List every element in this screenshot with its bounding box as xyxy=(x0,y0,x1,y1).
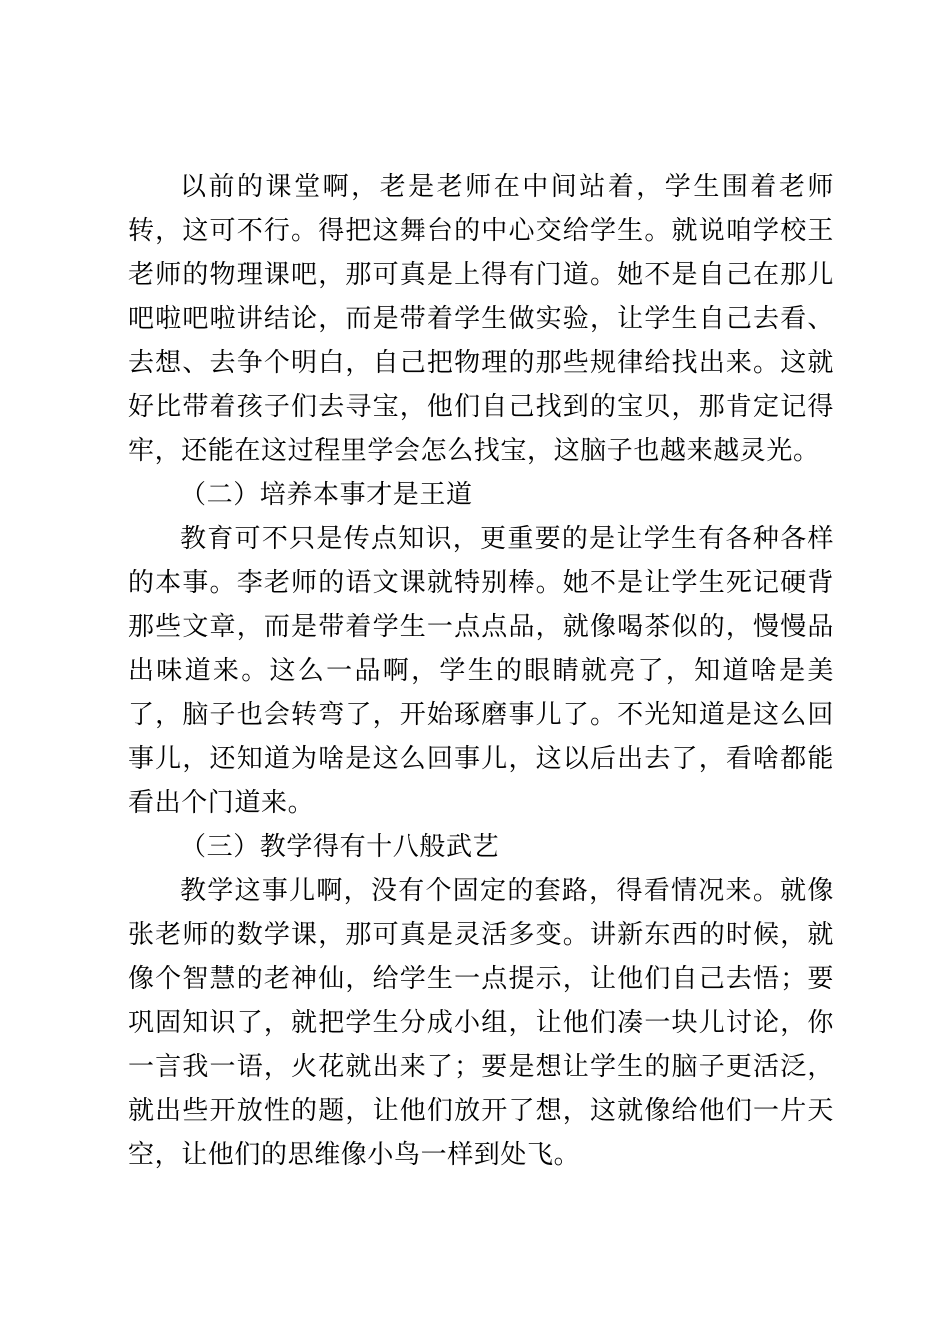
section-heading-2: （二）培养本事才是王道 xyxy=(180,480,473,510)
paragraph-cultivating-skills: 教育可不只是传点知识，更重要的是让学生有各种各样的本事。李老师的语文课就特别棒。她不是让学生死记硬背那些文章，而是带着学生一点点品，就像喝茶似的，慢慢品出味道来。这么一品啊，学生的眼睛就亮了，知道啥是美了，脑子也会转弯了，开始琢磨事儿了。不光知道是这么回事儿，还知道为啥是这么回事儿，这以后出去了，看啥都能看出个门道来。 xyxy=(128,524,834,818)
document-body xyxy=(128,165,834,1177)
paragraph-teaching-methods: 教学这事儿啊，没有个固定的套路，得看情况来。就像张老师的数学课，那可真是灵活多变。讲新东西的时候，就像个智慧的老神仙，给学生一点提示，让他们自己去悟；要巩固知识了，就把学生分成小组，让他们凑一块儿讨论，你一言我一语，火花就出来了；要是想让学生的脑子更活泛，就出些开放性的题，让他们放开了想，这就像给他们一片天空，让他们的思维像小鸟一样到处飞。 xyxy=(128,876,834,1170)
paragraph-student-centered: 以前的课堂啊，老是老师在中间站着，学生围着老师转，这可不行。得把这舞台的中心交给学生。就说咱学校王老师的物理课吧，那可真是上得有门道。她不是自己在那儿吧啦吧啦讲结论，而是带着学生做实验，让学生自己去看、去想、去争个明白，自己把物理的那些规律给找出来。这就好比带着孩子们去寻宝，他们自己找到的宝贝，那肯定记得牢，还能在这过程里学会怎么找宝，这脑子也越来越灵光。 xyxy=(128,172,834,466)
section-heading-3: （三）教学得有十八般武艺 xyxy=(180,832,500,862)
